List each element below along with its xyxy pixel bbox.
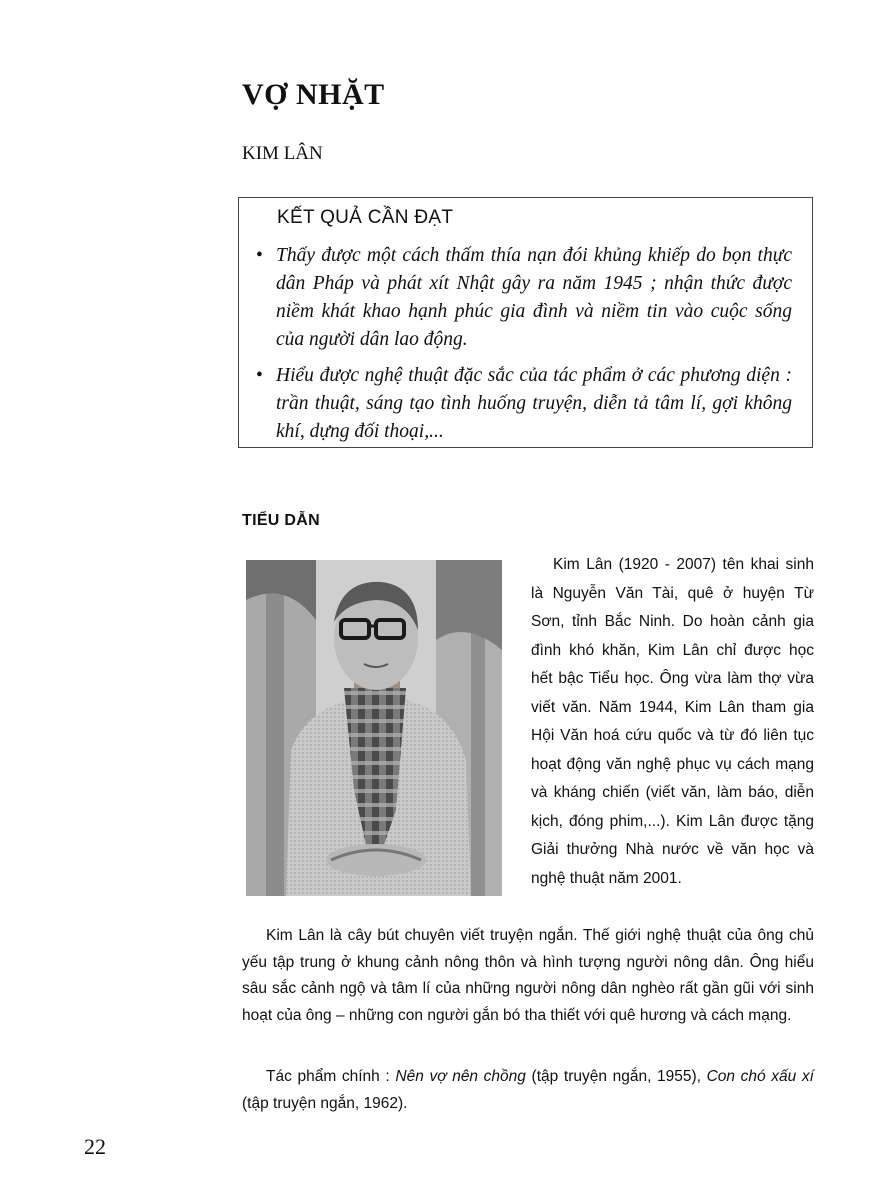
bio-text: Kim Lân (1920 - 2007) tên khai sinh là Nguyễn Văn Tài, quê ở huyện Từ Sơn, tỉnh Bắc Ninh. Do hoàn cảnh gia đình khó khăn, Kim Lân chỉ được học hết bậc Tiểu học. Ông vừa làm thợ vừa viết văn. Năm 1944, Kim Lân tham gia Hội Văn hoá cứu quốc và từ đó liên tục hoạt động văn nghệ phục vụ cách mạng và kháng chiến (viết văn, làm báo, diễn kịch, đóng phim,...). Kim Lân được tặng Giải thưởng Nhà nước về văn học và nghệ thuật năm 2001. [531,556,814,887]
author-portrait [246,560,502,896]
goal-text: Thấy được một cách thấm thía nạn đói khủng khiếp do bọn thực dân Pháp và phát xít Nhật gây ra năm 1945 ; nhận thức được niềm khát khao hạnh phúc gia đình và niềm tin vào cuộc sống của người dân lao động. [276,245,792,350]
bullet-icon: • [256,365,263,386]
goals-heading: KẾT QUẢ CẦN ĐẠT [277,207,454,228]
work-title: Con chó xấu xí [706,1068,814,1085]
learning-goals-box [238,197,813,448]
author-bio [531,551,814,893]
works-label: Tác phẩm chính : [266,1068,396,1085]
work-note: (tập truyện ngắn, 1955), [525,1068,707,1085]
work-note: (tập truyện ngắn, 1962). [242,1094,408,1112]
portrait-illustration [246,560,502,896]
section-heading: TIỂU DẪN [242,512,320,529]
page-title: VỢ NHẶT [242,78,385,111]
body-paragraph: Kim Lân là cây bút chuyên viết truyện ngắn. Thế giới nghệ thuật của ông chủ yếu tập trung ở khung cảnh nông thôn và hình tượng người nông dân. Ông hiểu sâu sắc cảnh ngộ và tâm lí của những người nông dân nghèo rất gần gũi với sinh hoạt của ông – những con người gắn bó tha thiết với quê hương và cách mạng. [242,927,814,1024]
bullet-icon: • [256,245,263,266]
goal-text: Hiểu được nghệ thuật đặc sắc của tác phẩm ở các phương diện : trần thuật, sáng tạo tình huống truyện, diễn tả tâm lí, gợi không khí, dựng đối thoại,... [276,365,792,442]
page-number: 22 [84,1134,106,1159]
goal-item [254,242,792,354]
work-title: Nên vợ nên chồng [395,1068,526,1085]
goal-item [254,362,792,446]
author-name: KIM LÂN [242,143,323,164]
works-paragraph [242,1064,814,1117]
